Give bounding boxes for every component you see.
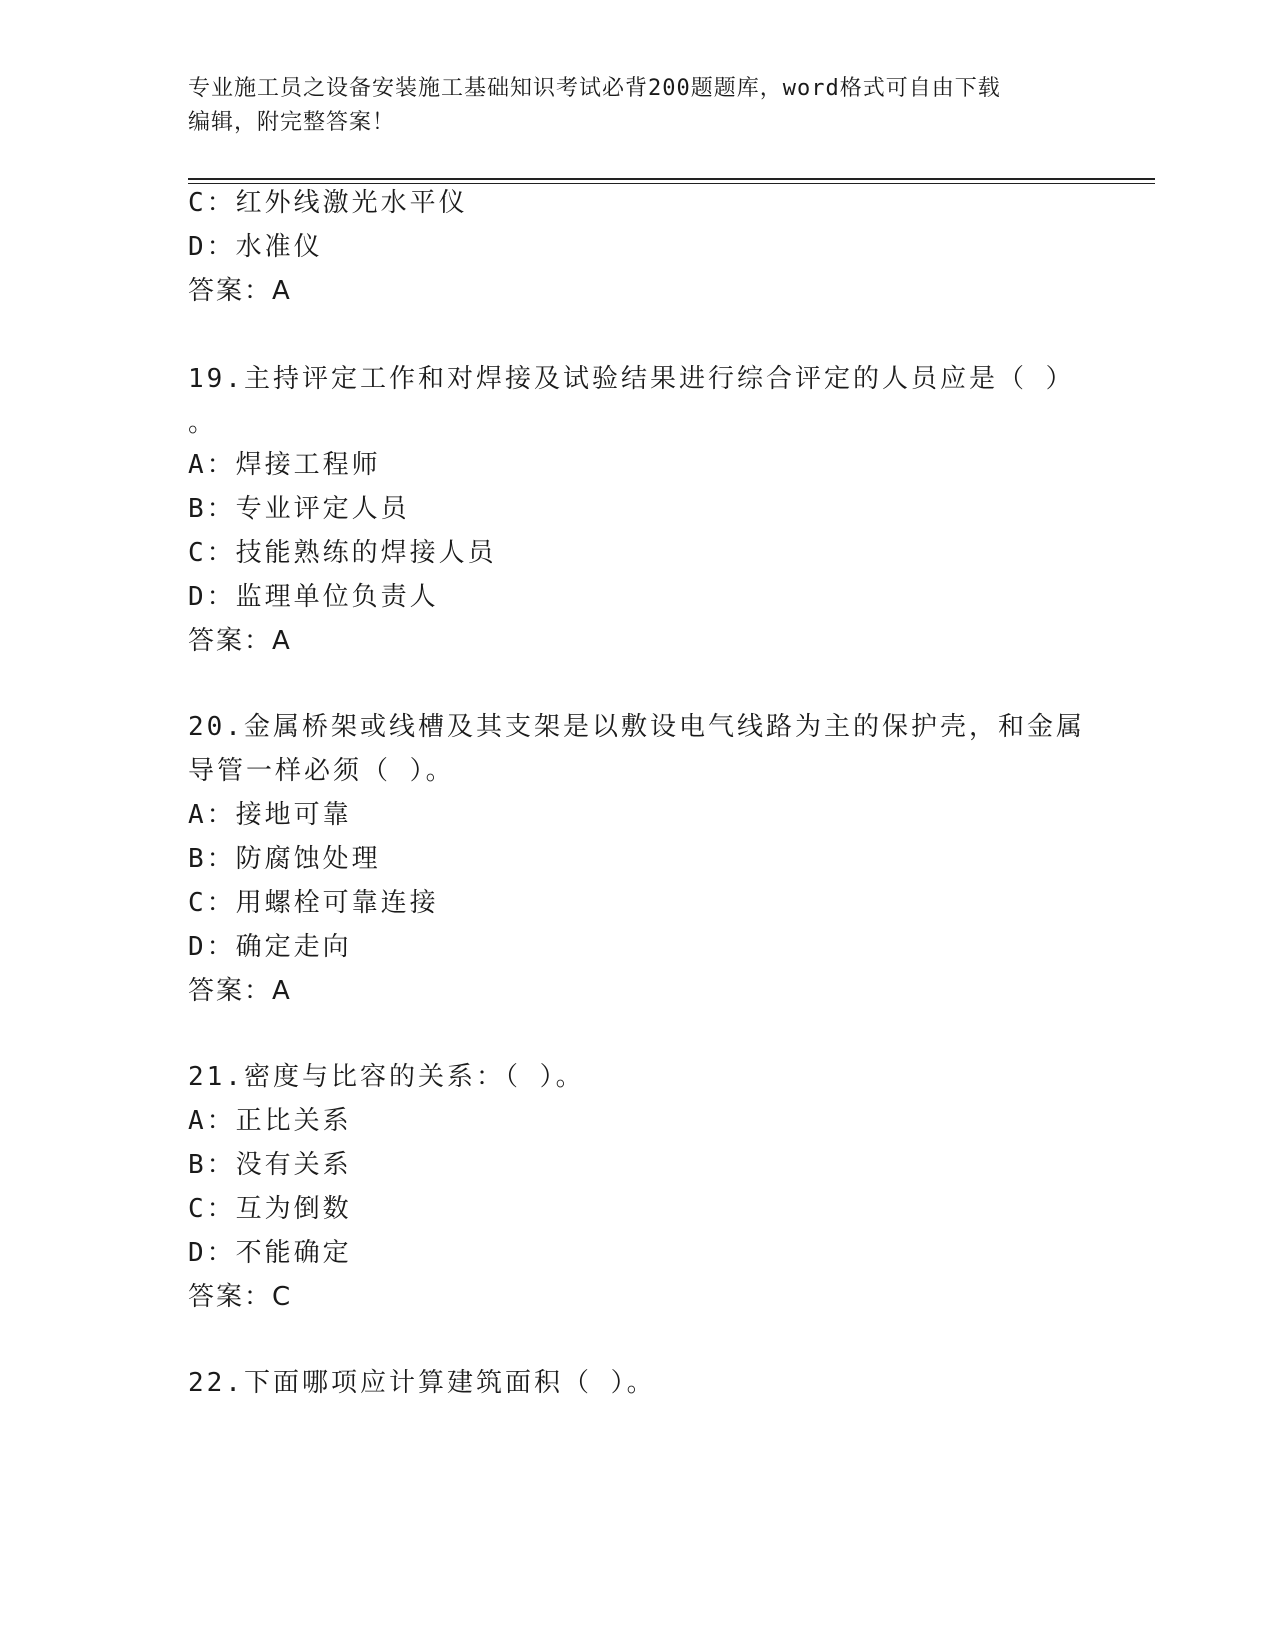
q19-stem-line-2: 。 bbox=[188, 408, 218, 438]
q19-option-c: C：技能熟练的焊接人员 bbox=[188, 538, 497, 568]
q19-answer: 答案：A bbox=[188, 626, 292, 656]
header-line-1: 专业施工员之设备安装施工基础知识考试必背200题题库，word格式可自由下载 bbox=[188, 76, 1001, 101]
q20-option-d: D：确定走向 bbox=[188, 932, 352, 962]
document-header bbox=[188, 72, 1088, 140]
q21-answer: 答案：C bbox=[188, 1282, 293, 1312]
q18-option-d: D：水准仪 bbox=[188, 232, 323, 262]
q20-stem-line-1: 20.金属桥架或线槽及其支架是以敷设电气线路为主的保护壳，和金属 bbox=[188, 712, 1085, 742]
header-line-2: 编辑，附完整答案！ bbox=[188, 110, 396, 135]
q21-option-c: C：互为倒数 bbox=[188, 1194, 352, 1224]
q20-option-b: B：防腐蚀处理 bbox=[188, 844, 381, 874]
q21-stem-line-1: 21.密度与比容的关系：（ ）。 bbox=[188, 1062, 585, 1092]
header-rule-thin bbox=[188, 183, 1155, 184]
q19-option-d: D：监理单位负责人 bbox=[188, 582, 439, 612]
q19-option-b: B：专业评定人员 bbox=[188, 494, 410, 524]
q20-option-a: A：接地可靠 bbox=[188, 800, 352, 830]
q21-option-d: D：不能确定 bbox=[188, 1238, 352, 1268]
q19-option-a: A：焊接工程师 bbox=[188, 450, 381, 480]
q21-option-b: B：没有关系 bbox=[188, 1150, 352, 1180]
q22-stem-line-1: 22.下面哪项应计算建筑面积（ ）。 bbox=[188, 1368, 656, 1398]
q21-option-a: A：正比关系 bbox=[188, 1106, 352, 1136]
q19-stem-line-1: 19.主持评定工作和对焊接及试验结果进行综合评定的人员应是（ ） bbox=[188, 364, 1075, 394]
q18-answer: 答案：A bbox=[188, 276, 292, 306]
header-rule-thick bbox=[188, 178, 1155, 180]
q18-option-c: C：红外线激光水平仪 bbox=[188, 188, 468, 218]
q20-stem-line-2: 导管一样必须（ ）。 bbox=[188, 756, 455, 786]
q20-answer: 答案：A bbox=[188, 976, 292, 1006]
q20-option-c: C：用螺栓可靠连接 bbox=[188, 888, 439, 918]
